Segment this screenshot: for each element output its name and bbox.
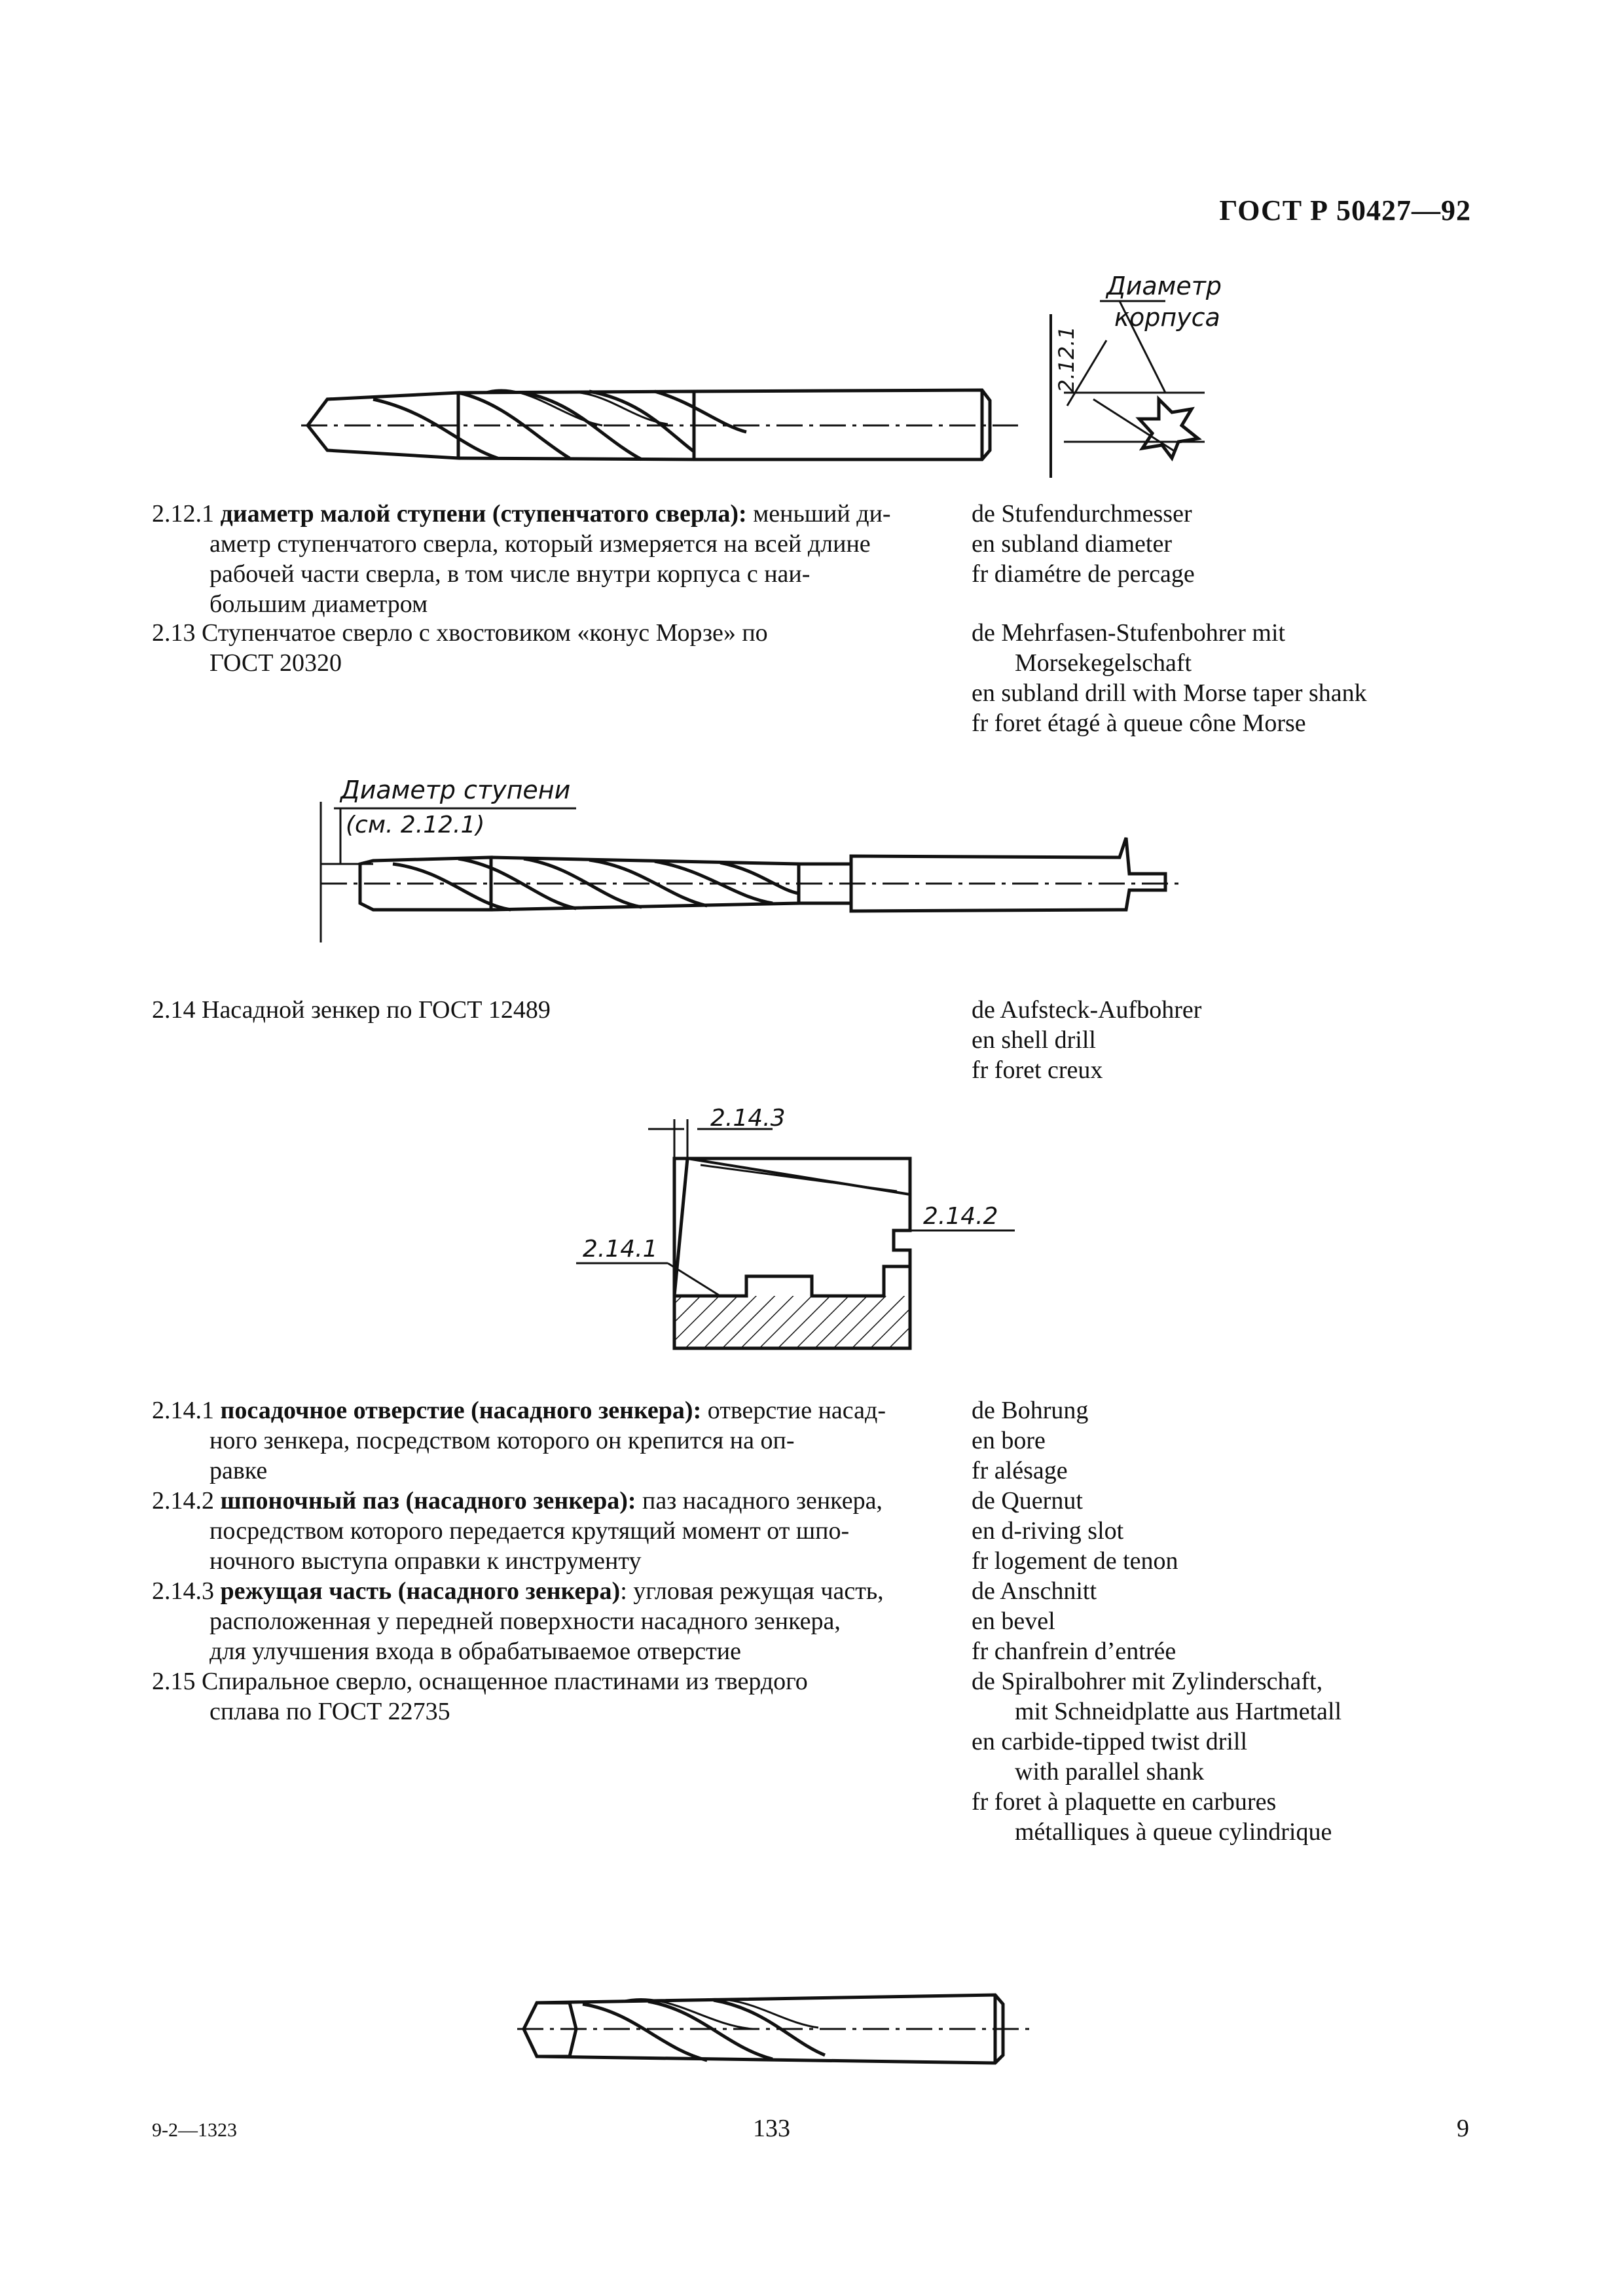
footer-sheet-number: 9 <box>1457 2115 1469 2142</box>
term-2-12-1: 2.12.1 диаметр малой ступени (ступенчатого сверла): меньший ди- аметр ступенчатого сверла, который измеряется на всей длине рабочей части сверла, в том числе внутри корпуса с наи- большим диаметром <box>152 500 891 618</box>
terms-2-14-1-to-2-15-translations: de Bohrung en bore fr alésage de Quernut en d-riving slot fr logement de tenon de Anschnitt en bevel fr chanfrein d’entrée de Spiralbohrer mit Zylinderschaft, mit Schneidplatte aus Hartmetall en carbide-tipped twist drill with parallel shank fr foret à plaquette en carbures métalliques à queue cylindrique <box>972 1397 1342 1846</box>
fig1-label-diameter: Диаметр <box>1106 272 1222 300</box>
document-number: ГОСТ Р 50427—92 <box>1219 194 1471 226</box>
fig1-label-body: корпуса <box>1114 303 1220 332</box>
figure-carbide-tipped-drill <box>511 1964 1034 2075</box>
fig3-label-driving-slot: 2.14.2 <box>923 1203 998 1230</box>
fig1-dimension-label: 2.12.1 <box>1054 326 1079 393</box>
fig3-label-bore: 2.14.1 <box>583 1236 658 1263</box>
fig2-label-reference: (см. 2.12.1) <box>346 812 485 838</box>
term-2-13-translations: de Mehrfasen-Stufenbohrer mit Morsekegelschaft en subland drill with Morse taper shank fr foret étagé à queue cône Morse <box>972 619 1367 737</box>
fig2-label-step-diameter: Диаметр ступени <box>340 776 571 804</box>
term-2-14-translations: de Aufsteck-Aufbohrer en shell drill fr foret creux <box>972 996 1202 1084</box>
figure-subland-drill <box>288 262 1222 497</box>
fig3-label-cutting-part: 2.14.3 <box>710 1105 786 1132</box>
footer-print-code: 9-2—1323 <box>152 2119 237 2141</box>
term-2-12-1-translations: de Stufendurchmesser en subland diameter fr diamétre de percage <box>972 500 1195 588</box>
term-2-15: 2.15 Спиральное сверло, оснащенное пластинами из твердого сплава по ГОСТ 22735 <box>152 1668 808 1725</box>
term-2-14-1: 2.14.1 посадочное отверстие (насадного зенкера): отверстие насад- ного зенкера, посредством которого он крепится на оп- равке <box>152 1397 886 1484</box>
term-2-14-2: 2.14.2 шпоночный паз (насадного зенкера): паз насадного зенкера, посредством которого передается крутящий момент от шпо- ночного выступа оправки к инструменту <box>152 1487 883 1575</box>
term-2-14-3: 2.14.3 режущая часть (насадного зенкера): угловая режущая часть, расположенная у передней поверхности насадного зенкера, для улучшения входа в обрабатываемое отверстие <box>152 1577 884 1665</box>
figure-shell-drill <box>563 1100 1021 1361</box>
term-2-13: 2.13 Ступенчатое сверло с хвостовиком «конус Морзе» по ГОСТ 20320 <box>152 619 768 677</box>
figure-morse-taper-drill <box>314 772 1192 956</box>
footer-page-number: 133 <box>753 2115 790 2142</box>
term-2-14: 2.14 Насадной зенкер по ГОСТ 12489 <box>152 996 551 1024</box>
